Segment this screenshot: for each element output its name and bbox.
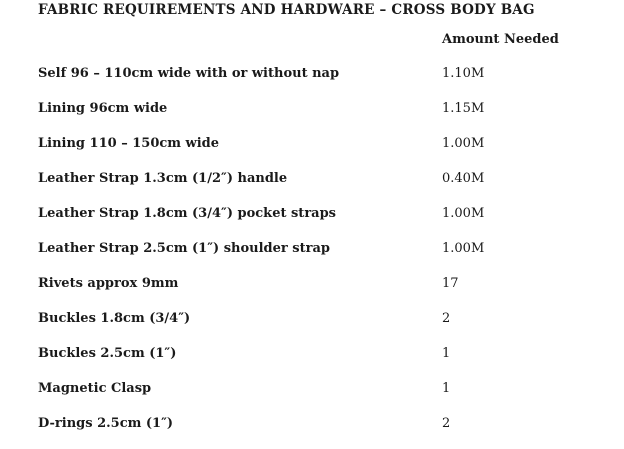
row-item-label: Buckles 2.5cm (1″): [38, 346, 177, 361]
row-item-label: Buckles 1.8cm (3/4″): [38, 311, 191, 326]
table-row: [0, 64, 624, 99]
amount-column-header: Amount Needed: [442, 32, 559, 47]
row-amount-value: 1.00M: [442, 136, 485, 151]
row-item-label: Leather Strap 1.8cm (3/4″) pocket straps: [38, 206, 336, 221]
table-row: [0, 274, 624, 309]
row-amount-value: 1: [442, 381, 451, 396]
row-item-label: Magnetic Clasp: [38, 381, 152, 396]
requirements-table: [0, 64, 624, 449]
row-amount-value: 1: [442, 346, 451, 361]
table-row: [0, 134, 624, 169]
row-amount-value: 2: [442, 311, 451, 326]
table-row: [0, 309, 624, 344]
row-amount-value: 1.15M: [442, 101, 485, 116]
table-row: [0, 379, 624, 414]
table-row: [0, 204, 624, 239]
row-item-label: Leather Strap 2.5cm (1″) shoulder strap: [38, 241, 330, 256]
row-amount-value: 1.10M: [442, 66, 485, 81]
table-row: [0, 344, 624, 379]
table-row: [0, 239, 624, 274]
row-amount-value: 17: [442, 276, 459, 291]
row-amount-value: 0.40M: [442, 171, 485, 186]
row-amount-value: 1.00M: [442, 206, 485, 221]
row-item-label: Lining 96cm wide: [38, 101, 168, 116]
table-row: [0, 414, 624, 449]
row-item-label: D-rings 2.5cm (1″): [38, 416, 174, 431]
row-amount-value: 2: [442, 416, 451, 431]
page-title: FABRIC REQUIREMENTS AND HARDWARE – CROSS BODY BAG: [38, 2, 535, 18]
table-row: [0, 99, 624, 134]
row-item-label: Rivets approx 9mm: [38, 276, 179, 291]
row-item-label: Self 96 – 110cm wide with or without nap: [38, 66, 340, 81]
row-item-label: Lining 110 – 150cm wide: [38, 136, 220, 151]
table-row: [0, 169, 624, 204]
row-item-label: Leather Strap 1.3cm (1/2″) handle: [38, 171, 288, 186]
row-amount-value: 1.00M: [442, 241, 485, 256]
